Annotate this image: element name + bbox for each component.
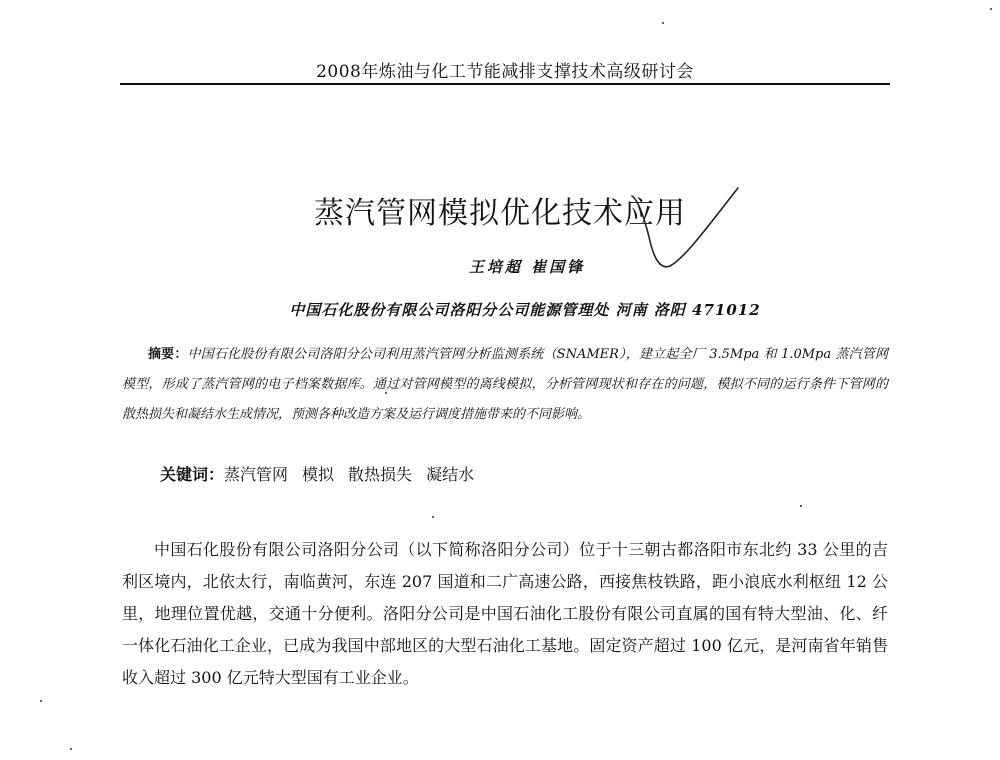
- abstract: [122, 340, 888, 430]
- body-paragraph: 中国石化股份有限公司洛阳分公司（以下简称洛阳分公司）位于十三朝古都洛阳市东北约 33 公里的吉利区境内，北依太行，南临黄河，东连 207 国道和二广高速公路，西接焦枝铁路，距小浪底水利枢纽 12 公里，地理位置优越，交通十分便利。洛阳分公司是中国石油化工股份有限公司直属的国有特大型油、化、纤一体化石油化工企业，已成为我国中部地区的大型石油化工基地。固定资产超过 100 亿元，是河南省年销售收入超过 300 亿元特大型国有工业企业。: [122, 540, 888, 687]
- scan-speck: [990, 8, 992, 10]
- abstract-text: 中国石化股份有限公司洛阳分公司利用蒸汽管网分析监测系统（SNAMER），建立起全厂 3.5Mpa 和 1.0Mpa 蒸汽管网模型，形成了蒸汽管网的电子档案数据库。通过对管网模型的离线模拟，分析管网现状和存在的问题，模拟不同的运行条件下管网的散热损失和凝结水生成情况，预测各种改造方案及运行调度措施带来的不同影响。: [122, 347, 888, 422]
- keywords-label: 关键词：: [160, 465, 225, 484]
- scan-speck: [385, 392, 387, 394]
- header-rule: [120, 83, 890, 85]
- authors: 王培超 崔国锋: [468, 258, 586, 276]
- keywords: [160, 462, 900, 485]
- scan-speck: [70, 748, 72, 750]
- scan-speck: [40, 700, 42, 702]
- conference-header: 2008年炼油与化工节能减排支撑技术高级研讨会: [316, 62, 694, 82]
- scan-speck: [432, 516, 434, 518]
- abstract-label: 摘要：: [148, 347, 188, 362]
- keyword-item: 凝结水: [426, 465, 475, 484]
- keyword-item: 模拟: [302, 465, 335, 484]
- scan-speck: [800, 505, 802, 507]
- scan-speck: [662, 22, 664, 24]
- affiliation: 中国石化股份有限公司洛阳分公司能源管理处 河南 洛阳 471012: [289, 301, 761, 319]
- keyword-item: 散热损失: [348, 465, 413, 484]
- paper-title: 蒸汽管网模拟优化技术应用: [314, 196, 686, 231]
- keyword-item: 蒸汽管网: [224, 465, 289, 484]
